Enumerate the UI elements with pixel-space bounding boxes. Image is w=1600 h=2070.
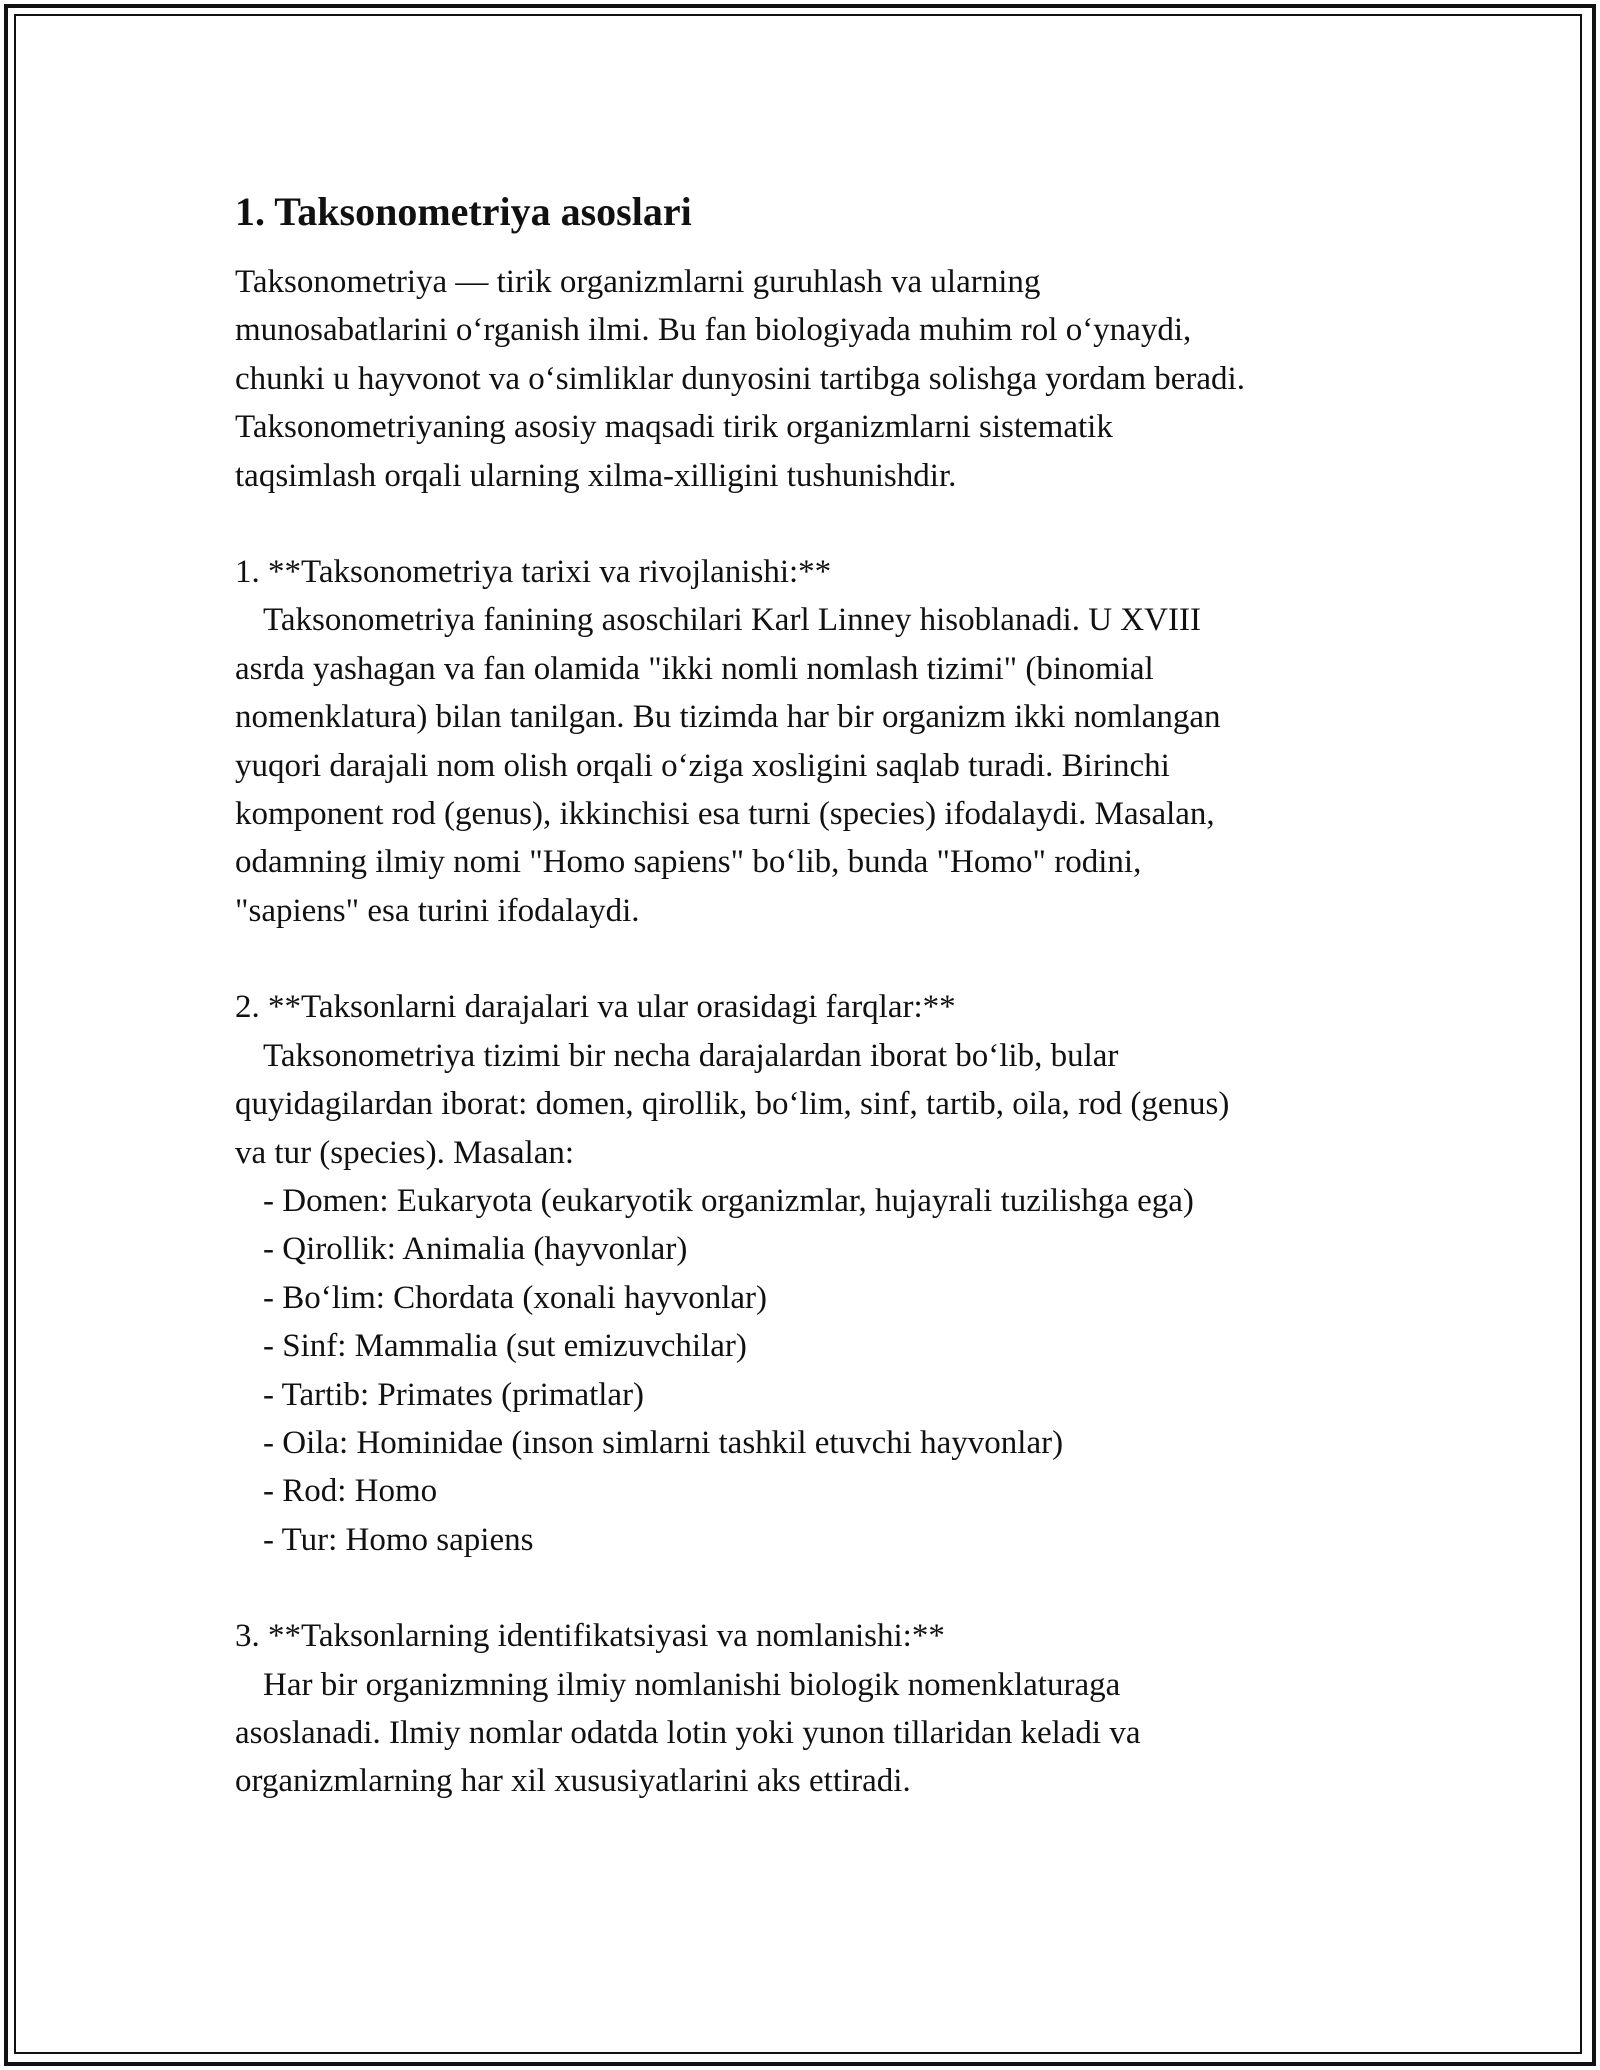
document-title: 1. Taksonometriya asoslari	[235, 189, 692, 234]
section-ranks	[235, 983, 1375, 1564]
section-identification	[235, 1612, 1375, 1806]
section-line: "sapiens" esa turini ifodalaydi.	[235, 892, 640, 929]
list-item: - Tartib: Primates (primatlar)	[263, 1376, 645, 1413]
intro-line: Taksonometriyaning asosiy maqsadi tirik organizmlarni sistematik	[235, 409, 1113, 446]
list-item: - Qirollik: Animalia (hayvonlar)	[263, 1231, 688, 1268]
section-line: asrda yashagan va fan olamida "ikki nomli nomlash tizimi" (binomial	[235, 650, 1154, 687]
section-line: Taksonometriya fanining asoschilari Karl Linney hisoblanadi. U XVIII	[263, 602, 1201, 639]
section-line: nomenklatura) bilan tanilgan. Bu tizimda har bir organizm ikki nomlangan	[235, 699, 1221, 736]
list-item: - Boʻlim: Chordata (xonali hayvonlar)	[263, 1279, 768, 1316]
section-heading: 3. **Taksonlarning identifikatsiyasi va nomlanishi:**	[235, 1618, 945, 1655]
list-item: - Tur: Homo sapiens	[263, 1521, 534, 1558]
intro-line: Taksonometriya — tirik organizmlarni guruhlash va ularning	[235, 264, 1041, 300]
section-line: yuqori darajali nom olish orqali oʻziga xosligini saqlab turadi. Birinchi	[235, 747, 1170, 784]
section-line: quyidagilardan iborat: domen, qirollik, boʻlim, sinf, tartib, oila, rod (genus)	[235, 1086, 1230, 1123]
list-item: - Domen: Eukaryota (eukaryotik organizmlar, hujayrali tuzilishga ega)	[263, 1182, 1194, 1219]
section-heading: 2. **Taksonlarni darajalari va ular orasidagi farqlar:**	[235, 989, 956, 1026]
section-line: asoslanadi. Ilmiy nomlar odatda lotin yoki yunon tillaridan keladi va	[235, 1714, 1141, 1751]
section-line: va tur (species). Masalan:	[235, 1134, 575, 1171]
section-line: organizmlarning har xil xususiyatlarini aks ettiradi.	[235, 1763, 911, 1800]
intro-paragraph	[235, 258, 1375, 500]
intro-line: munosabatlarini oʻrganish ilmi. Bu fan biologiyada muhim rol oʻynaydi,	[235, 312, 1192, 349]
list-item: - Sinf: Mammalia (sut emizuvchilar)	[263, 1328, 747, 1365]
section-line: odamning ilmiy nomi "Homo sapiens" boʻlib, bunda "Homo" rodini,	[235, 844, 1142, 881]
section-line: Har bir organizmning ilmiy nomlanishi biologik nomenklaturaga	[263, 1666, 1121, 1703]
section-line: Taksonometriya tizimi bir necha darajalardan iborat boʻlib, bular	[263, 1037, 1119, 1074]
section-line: komponent rod (genus), ikkinchisi esa turni (species) ifodalaydi. Masalan,	[235, 796, 1215, 833]
intro-line: chunki u hayvonot va oʻsimliklar dunyosini tartibga solishga yordam beradi.	[235, 360, 1245, 397]
section-history	[235, 548, 1375, 935]
section-heading: 1. **Taksonometriya tarixi va rivojlanishi:**	[235, 554, 832, 591]
intro-line: taqsimlash orqali ularning xilma-xilligini tushunishdir.	[235, 457, 957, 494]
list-item: - Rod: Homo	[263, 1473, 438, 1510]
document-body	[235, 182, 1375, 1806]
list-item: - Oila: Hominidae (inson simlarni tashkil etuvchi hayvonlar)	[263, 1424, 1064, 1461]
